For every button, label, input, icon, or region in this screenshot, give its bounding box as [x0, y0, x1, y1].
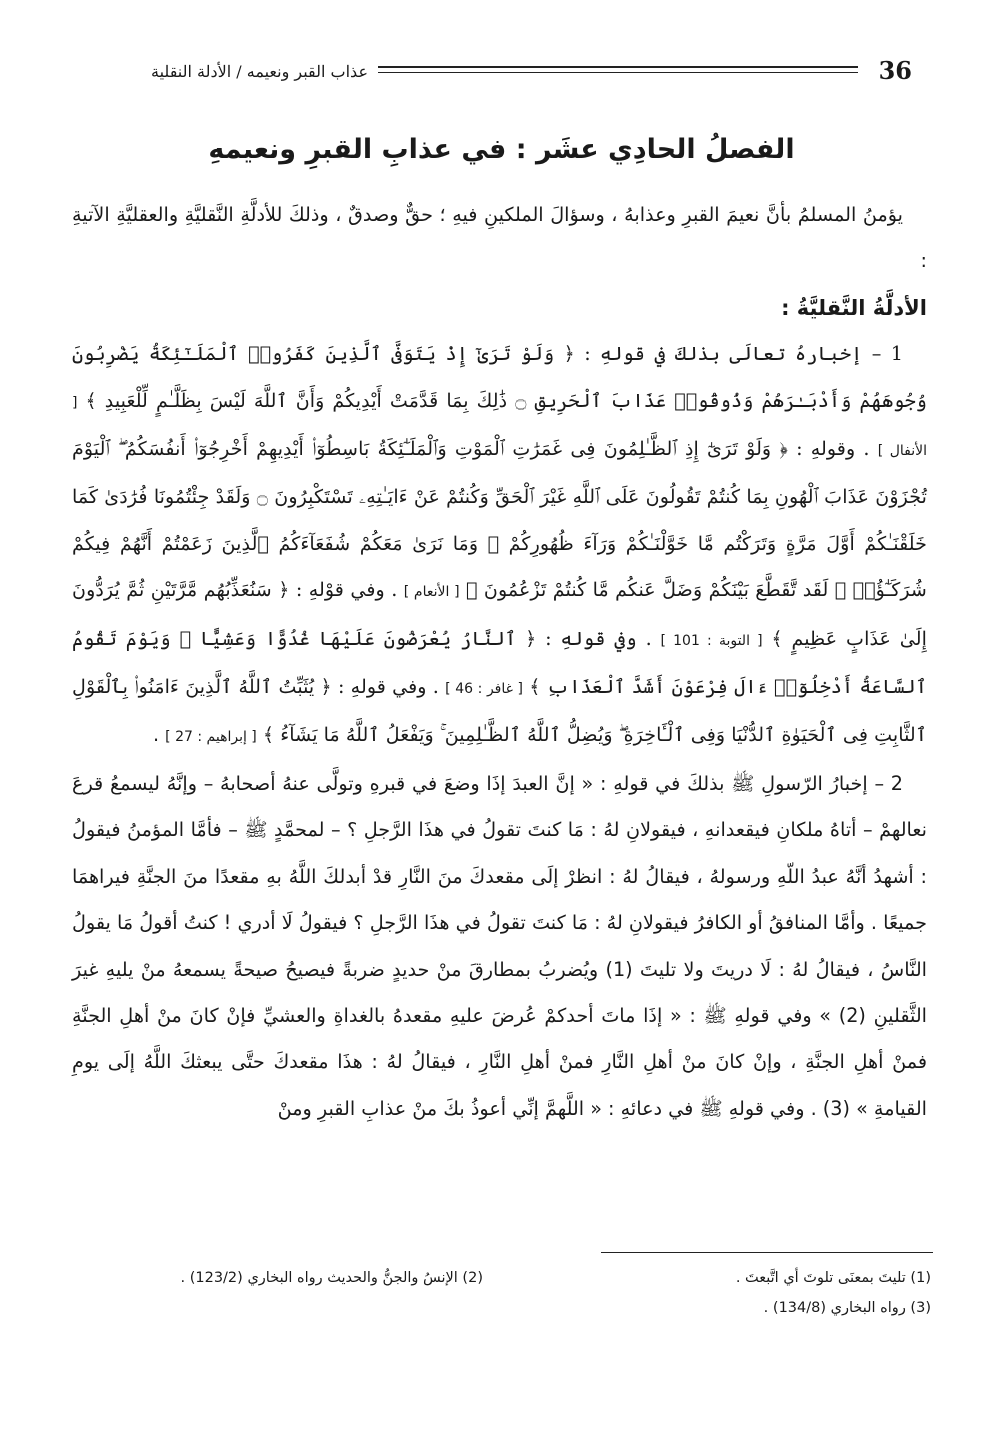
running-title: عذاب القبر ونعيمه / الأدلة النقلية [151, 62, 368, 81]
footnote-rule [601, 1252, 933, 1253]
intro-paragraph: يؤمنُ المسلمُ بأنَّ نعيمَ القبرِ وعذابهُ ، وسؤالَ الملكينِ فيهِ ؛ حقٌّ وصدقٌ ، وذلكَ للأدلَّةِ النَّقليَّةِ والعقليَّةِ الآتيةِ : [72, 203, 927, 273]
running-header [60, 52, 930, 92]
body-text [72, 192, 927, 1132]
footnote-2: (2) الإنسُ والجنُّ والحديث رواه البخاري (123/2) . [180, 1270, 483, 1286]
footnote-3: (3) رواه البخاري (134/8) . [763, 1300, 931, 1316]
header-rule [378, 66, 858, 68]
verse-ref: [ الأنعام ] [403, 584, 460, 601]
point-1-verse: . وقولهِ : ﴿ وَلَوْ تَرَىٰٓ إِذِ ٱلظَّـٰلِمُونَ فِى غَمَرَٰتِ ٱلْمَوْتِ وَٱلْمَلَـٰٓئِكَةُ بَاسِطُوٓا۟ أَيْدِيهِمْ أَخْرِجُوٓا۟ أَنفُسَكُمُ ۖ ٱلْيَوْمَ تُجْزَوْنَ عَذَابَ ٱلْهُونِ بِمَا كُنتُمْ تَقُولُونَ عَلَى ٱللَّهِ غَيْرَ ٱلْحَقِّ وَكُنتُمْ عَنْ ءَايَـٰتِهِۦ تَسْتَكْبِرُونَ ۝ وَلَقَدْ جِئْتُمُونَا فُرَٰدَىٰ كَمَا خَلَقْنَـٰكُمْ أَوَّلَ مَرَّةٍ وَتَرَكْتُم مَّا خَوَّلْنَـٰكُمْ وَرَآءَ ظُهُورِكُمْ ۖ وَمَا نَرَىٰ مَعَكُمْ شُفَعَآءَكُمُ ٱلَّذِينَ زَعَمْتُمْ أَنَّهُمْ فِيكُمْ شُرَكَـٰٓؤُا۟ ۚ لَقَد تَّقَطَّعَ بَيْنَكُمْ وَضَلَّ عَنكُم مَّا كُنتُمْ تَزْعُمُونَ ﴾ [72, 437, 927, 602]
point-1-lead: 1 – إخبارهُ تعالَى بذلكَ في قولهِ : ﴿ وَلَوْ تَرَىٰٓ إِذْ يَتَوَفَّى ٱلَّذِينَ كَفَرُوا۟ ٱلْمَلَـٰٓئِكَةُ يَضْرِبُونَ وُجُوهَهُمْ وَأَدْبَـٰرَهُمْ وَذُوقُوا۟ عَذَابَ ٱلْحَرِيقِ ۝ ذَٰلِكَ بِمَا قَدَّمَتْ أَيْدِيكُمْ وَأَنَّ ٱللَّهَ لَيْسَ بِظَلَّـٰمٍ لِّلْعَبِيدِ ﴾ [72, 342, 927, 412]
point-1-verse: . وفي قولهِ : ﴿ ٱلنَّارُ يُعْرَضُونَ عَلَيْهَا غُدُوًّا وَعَشِيًّا ۖ وَيَوْمَ تَقُومُ ٱلسَّاعَةُ أَدْخِلُوٓا۟ ءَالَ فِرْعَوْنَ أَشَدَّ ٱلْعَذَابِ ﴾ [72, 626, 927, 699]
verse-ref: [ التوبة : 101 ] [660, 632, 763, 649]
chapter-title: الفصلُ الحادِي عشَر : في عذابِ القبرِ ونعيمهِ [208, 134, 795, 165]
verse-ref: [ غافر : 46 ] [445, 681, 523, 698]
evidence-point-2: 2 – إخبارُ الرّسولِ ﷺ بذلكَ في قولهِ : « إنَّ العبدَ إذَا وضعَ في قبرهِ وتولَّى عنهُ أصحابهُ – وإنَّهُ ليسمعُ قرعَ نعالهمْ – أتاهُ ملكانِ فيقعدانهِ ، فيقولانِ لهُ : مَا كنتَ تقولُ في هذَا الرَّجلِ ؟ – لمحمَّدٍ ﷺ – فأمَّا المؤمنُ فيقولُ : أشهدُ أنَّهُ عبدُ اللّهِ ورسولهُ ، فيقالُ لهُ : انظرْ إلَى مقعدكَ منَ النَّارِ قدْ أبدلكَ اللَّهُ بهِ مقعدًا منَ الجنَّةِ فيراهمَا جميعًا . وأمَّا المنافقُ أو الكافرُ فيقولانِ لهُ : مَا كنتَ تقولُ في هذَا الرَّجلِ ؟ فيقولُ لَا أدري ! كنتُ أقولُ مَا يقولُ النَّاسُ ، فيقالُ لهُ : لَا دريتَ ولا تليتَ (1) ويُضربُ بمطارقَ منْ حديدٍ ضربةً فيصيحُ صيحةً يسمعهُ منْ يليهِ غيرَ الثَّقلينِ (2) » وفي قولهِ ﷺ : « إذَا ماتَ أحدكمْ عُرضَ عليهِ مقعدهُ بالغداةِ والعشيِّ فإنْ كانَ منْ أهلِ الجنَّةِ فمنْ أهلِ الجنَّةِ ، وإنْ كانَ منْ أهلِ النَّارِ فمنْ أهلِ النَّارِ ، فيقالُ لهُ : هذَا مقعدكَ حتَّى يبعثكَ اللَّهُ إلَى يومِ القيامةِ » (3) . وفي قولهِ ﷺ في دعائهِ : « اللَّهمَّ إنِّي أعوذُ بكَ منْ عذابِ القبرِ ومنْ [72, 771, 928, 1120]
section-subheading: الأدلَّةُ النَّقليَّةُ : [781, 295, 927, 320]
header-rule-thin [378, 72, 858, 73]
page-number: 36 [878, 56, 912, 85]
verse-ref: [ إبراهيم : 27 ] [165, 729, 257, 746]
footnote-1: (1) تليتَ بمعنَى تلوتَ أي اتَّبعتَ . [735, 1270, 931, 1286]
point-1-verse: . وفي قولهِ : ﴿ يُثَبِّتُ ٱللَّهُ ٱلَّذِينَ ءَامَنُوا۟ بِٱلْقَوْلِ ٱلثَّابِتِ فِى ٱلْحَيَوٰةِ ٱلدُّنْيَا وَفِى ٱلْـَٔاخِرَةِ ۖ وَيُضِلُّ ٱللَّهُ ٱلظَّـٰلِمِينَ ۚ وَيَفْعَلُ ٱللَّهُ مَا يَشَآءُ ﴾ [72, 675, 927, 747]
point-1-tail: . [152, 723, 160, 747]
point-1-verse: . وفي قوْلهِ : ﴿ سَنُعَذِّبُهُم مَّرَّتَيْنِ ثُمَّ يُرَدُّونَ إِلَىٰ عَذَابٍ عَظِيمٍ ﴾ [72, 578, 927, 650]
verse-ref: [ الأنفال ] [72, 394, 927, 460]
evidence-point-1 [72, 331, 927, 761]
